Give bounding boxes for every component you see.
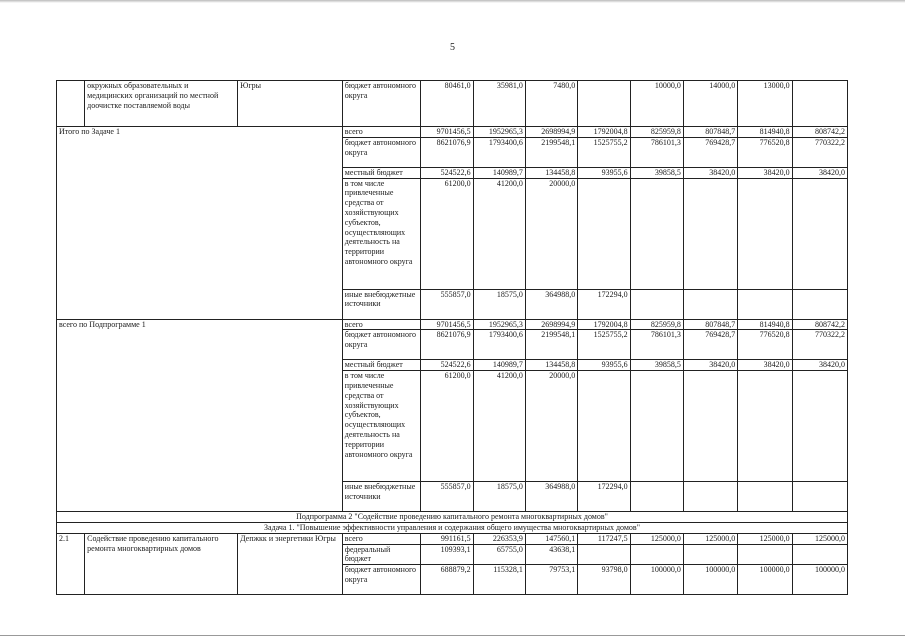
value-cell: 814940,8 [738, 319, 792, 330]
value-cell: 524522,6 [421, 360, 473, 371]
value-cell: 14000,0 [683, 81, 737, 127]
event-name: Содействие проведению капитального ремонта многоквартирных домов [85, 533, 238, 594]
row-number [57, 81, 85, 127]
value-cell: 364988,0 [525, 482, 577, 512]
value-cell: 80461,0 [421, 81, 473, 127]
value-cell: 134458,8 [525, 167, 577, 178]
value-cell: 140989,7 [473, 167, 525, 178]
value-cell: 1793400,6 [473, 330, 525, 360]
funding-source: местный бюджет [342, 360, 420, 371]
value-cell: 1792004,8 [578, 127, 630, 138]
value-cell [630, 178, 683, 289]
value-cell: 8621076,9 [421, 137, 473, 167]
value-cell [683, 371, 737, 482]
funding-source: бюджет автономного округа [342, 565, 420, 595]
value-cell: 65755,0 [473, 544, 525, 565]
value-cell: 786101,3 [630, 330, 683, 360]
value-cell: 117247,5 [578, 533, 630, 544]
value-cell [578, 544, 630, 565]
value-cell: 807848,7 [683, 319, 737, 330]
row-number: 2.1 [57, 533, 85, 594]
value-cell [738, 289, 792, 319]
value-cell: 61200,0 [421, 371, 473, 482]
value-cell: 9701456,5 [421, 319, 473, 330]
funding-source: бюджет автономного округа [342, 81, 420, 127]
value-cell: 1793400,6 [473, 137, 525, 167]
table-row [57, 533, 848, 544]
value-cell: 172294,0 [578, 482, 630, 512]
value-cell [738, 371, 792, 482]
page-number: 5 [450, 42, 455, 53]
value-cell: 100000,0 [792, 565, 847, 595]
value-cell: 93955,6 [578, 360, 630, 371]
value-cell: 38420,0 [738, 167, 792, 178]
executor: Югры [238, 81, 343, 127]
funding-source: всего [342, 533, 420, 544]
executor: Депжкк и энергетики Югры [238, 533, 343, 594]
value-cell: 8621076,9 [421, 330, 473, 360]
value-cell: 776520,8 [738, 137, 792, 167]
value-cell: 1792004,8 [578, 319, 630, 330]
value-cell: 808742,2 [792, 127, 847, 138]
value-cell: 20000,0 [525, 371, 577, 482]
value-cell: 825959,8 [630, 319, 683, 330]
scan-edge-bottom [0, 635, 905, 636]
value-cell: 38420,0 [792, 167, 847, 178]
value-cell [630, 289, 683, 319]
table-row [57, 127, 848, 138]
value-cell [792, 81, 847, 127]
value-cell: 38420,0 [792, 360, 847, 371]
value-cell: 991161,5 [421, 533, 473, 544]
table-row [57, 319, 848, 330]
task-title: Задача 1. "Повышение эффективности управления и содержания общего имущества многоквартирных домов" [57, 522, 848, 533]
funding-source: бюджет автономного округа [342, 137, 420, 167]
value-cell: 125000,0 [792, 533, 847, 544]
value-cell [792, 371, 847, 482]
value-cell [683, 178, 737, 289]
value-cell: 7480,0 [525, 81, 577, 127]
funding-source: в том числе привлеченные средства от хозяйствующих субъектов, осуществляющих деятельность на территории автономного округа [342, 178, 420, 289]
value-cell: 555857,0 [421, 289, 473, 319]
value-cell: 100000,0 [683, 565, 737, 595]
value-cell: 688879,2 [421, 565, 473, 595]
value-cell: 18575,0 [473, 289, 525, 319]
budget-table [56, 80, 848, 595]
value-cell: 769428,7 [683, 137, 737, 167]
funding-source: бюджет автономного округа [342, 330, 420, 360]
value-cell: 1525755,2 [578, 330, 630, 360]
value-cell [578, 178, 630, 289]
funding-source: всего [342, 319, 420, 330]
value-cell: 61200,0 [421, 178, 473, 289]
value-cell: 134458,8 [525, 360, 577, 371]
group-label: всего по Подпрограмме 1 [57, 319, 343, 512]
funding-source: иные внебюджетные источники [342, 289, 420, 319]
value-cell: 2199548,1 [525, 137, 577, 167]
value-cell [578, 81, 630, 127]
funding-source: федеральный бюджет [342, 544, 420, 565]
value-cell: 100000,0 [630, 565, 683, 595]
value-cell [683, 544, 737, 565]
value-cell: 776520,8 [738, 330, 792, 360]
value-cell: 1525755,2 [578, 137, 630, 167]
scan-edge-top [0, 0, 905, 3]
funding-source: местный бюджет [342, 167, 420, 178]
table-row [57, 81, 848, 127]
value-cell: 226353,9 [473, 533, 525, 544]
funding-source: в том числе привлеченные средства от хозяйствующих субъектов, осуществляющих деятельность на территории автономного округа [342, 371, 420, 482]
value-cell: 125000,0 [738, 533, 792, 544]
value-cell: 38420,0 [683, 167, 737, 178]
value-cell: 93955,6 [578, 167, 630, 178]
value-cell: 20000,0 [525, 178, 577, 289]
value-cell [630, 371, 683, 482]
subprogram-title: Подпрограмма 2 "Содействие проведению капитального ремонта многоквартирных домов" [57, 512, 848, 523]
value-cell: 147560,1 [525, 533, 577, 544]
value-cell: 770322,2 [792, 137, 847, 167]
value-cell: 38420,0 [738, 360, 792, 371]
value-cell: 115328,1 [473, 565, 525, 595]
value-cell [792, 482, 847, 512]
value-cell: 172294,0 [578, 289, 630, 319]
value-cell: 125000,0 [683, 533, 737, 544]
value-cell: 38420,0 [683, 360, 737, 371]
value-cell: 2199548,1 [525, 330, 577, 360]
value-cell: 39858,5 [630, 360, 683, 371]
value-cell: 125000,0 [630, 533, 683, 544]
value-cell [578, 371, 630, 482]
value-cell: 79753,1 [525, 565, 577, 595]
value-cell [792, 544, 847, 565]
value-cell: 770322,2 [792, 330, 847, 360]
event-name: окружных образовательных и медицинских организаций по местной доочистке поставляемой воды [85, 81, 238, 127]
value-cell [630, 482, 683, 512]
value-cell [630, 544, 683, 565]
group-label: Итого по Задаче 1 [57, 127, 343, 320]
value-cell: 41200,0 [473, 178, 525, 289]
value-cell: 35981,0 [473, 81, 525, 127]
value-cell [738, 482, 792, 512]
value-cell [683, 289, 737, 319]
value-cell: 93798,0 [578, 565, 630, 595]
value-cell: 808742,2 [792, 319, 847, 330]
value-cell: 769428,7 [683, 330, 737, 360]
value-cell: 524522,6 [421, 167, 473, 178]
value-cell: 39858,5 [630, 167, 683, 178]
value-cell: 807848,7 [683, 127, 737, 138]
value-cell: 41200,0 [473, 371, 525, 482]
value-cell: 10000,0 [630, 81, 683, 127]
value-cell: 786101,3 [630, 137, 683, 167]
section-row [57, 522, 848, 533]
value-cell: 2698994,9 [525, 319, 577, 330]
value-cell [738, 178, 792, 289]
value-cell [792, 289, 847, 319]
value-cell: 109393,1 [421, 544, 473, 565]
value-cell: 555857,0 [421, 482, 473, 512]
section-row [57, 512, 848, 523]
value-cell: 13000,0 [738, 81, 792, 127]
funding-source: иные внебюджетные источники [342, 482, 420, 512]
value-cell: 140989,7 [473, 360, 525, 371]
value-cell: 825959,8 [630, 127, 683, 138]
value-cell [683, 482, 737, 512]
value-cell [738, 544, 792, 565]
value-cell: 43638,1 [525, 544, 577, 565]
value-cell: 2698994,9 [525, 127, 577, 138]
value-cell: 364988,0 [525, 289, 577, 319]
value-cell: 18575,0 [473, 482, 525, 512]
value-cell: 814940,8 [738, 127, 792, 138]
funding-source: всего [342, 127, 420, 138]
value-cell: 1952965,3 [473, 127, 525, 138]
value-cell [792, 178, 847, 289]
value-cell: 100000,0 [738, 565, 792, 595]
value-cell: 9701456,5 [421, 127, 473, 138]
value-cell: 1952965,3 [473, 319, 525, 330]
